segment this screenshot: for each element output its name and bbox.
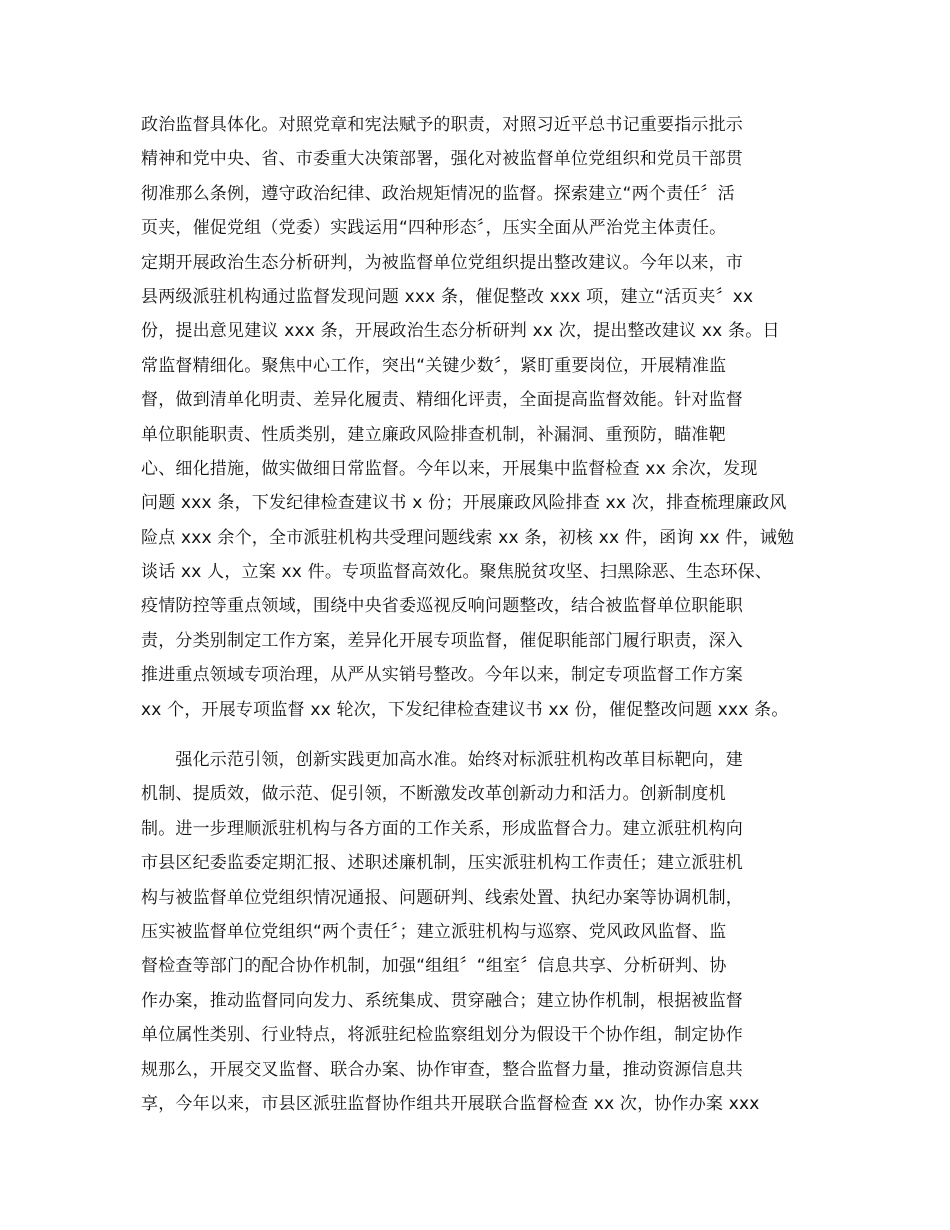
text-line: 压实被监督单位党组织“两个责任〞；建立派驻机构与巡察、党风政风监督、监 [141,921,727,942]
text-line: 单位属性类别、行业特点，将派驻纪检监察组划分为假设干个协作组，制定协作 [141,1025,743,1046]
text-line: 谈话 xx 人，立案 xx 件。专项监督高效化。聚焦脱贫攻坚、扫黑除恶、生态环保、 [141,562,773,583]
text-line: 机制、提质效，做示范、促引领，不断激发改革创新动力和活力。创新制度机 [141,784,726,805]
text-line: 定期开展政治生态分析研判，为被监督单位党组织提出整改建议。今年以来，市 [141,252,743,273]
text-line: 督检查等部门的配合协作机制，加强“组组〞“组室〞信息共享、分析研判、协 [141,956,727,977]
text-line: 县两级派驻机构通过监督发现问题 xxx 条，催促整改 xxx 项，建立“活页夹〞xx [141,286,754,307]
text-line: 份，提出意见建议 xxx 条，开展政治生态分析研判 xx 次，提出整改建议 xx 条。日 [141,321,780,342]
text-line: 单位职能职责、性质类别，建立廉政风险排查机制，补漏洞、重预防，瞄准靶 [141,424,726,445]
text-line: 疫情防控等重点领域，围绕中央省委巡视反响问题整改，结合被监督单位职能职 [141,596,743,617]
text-line: 责，分类别制定工作方案，差异化开展专项监督，催促职能部门履行职责，深入 [141,630,743,651]
paragraph-2 [141,743,801,1121]
text-line: 精神和党中央、省、市委重大决策部署，强化对被监督单位党组织和党员干部贯 [141,149,743,170]
text-line: 页夹，催促党组（党委）实践运用“四种形态〞，压实全面从严治党主体责任。 [141,218,727,239]
text-line: 彻准那么条例，遵守政治纪律、政治规矩情况的监督。探索建立“两个责任〞活 [141,183,735,204]
text-line: 作办案，推动监督同向发力、系统集成、贯穿融合；建立协作机制，根据被监督 [141,990,743,1011]
text-line: 险点 xxx 余个，全市派驻机构共受理问题线索 xx 条，初核 xx 件，函询 xx 件，诫勉 [141,527,795,548]
text-line: 构与被监督单位党组织情况通报、问题研判、线索处置、执纪办案等协调机制， [141,887,743,908]
text-line: 强化示范引领，创新实践更加高水准。始终对标派驻机构改革目标靶向，建 [141,750,743,770]
text-line: 督，做到清单化明责、差异化履责、精细化评责，全面提高监督效能。针对监督 [141,390,743,411]
text-line: 市县区纪委监委定期汇报、述职述廉机制，压实派驻机构工作责任；建立派驻机 [141,853,743,874]
text-line: 政治监督具体化。对照党章和宪法赋予的职责，对照习近平总书记重要指示批示 [141,115,743,135]
text-line: 制。进一步理顺派驻机构与各方面的工作关系，形成监督合力。建立派驻机构向 [141,818,743,839]
text-line: 心、细化措施，做实做细日常监督。今年以来，开展集中监督检查 xx 余次，发现 [141,458,758,479]
text-line: 享，今年以来，市县区派驻监督协作组共开展联合监督检查 xx 次，协作办案 xxx [141,1093,760,1114]
paragraph-1 [141,108,801,727]
text-line: 问题 xxx 条，下发纪律检查建议书 x 份；开展廉政风险排查 xx 次，排查梳理廉政风 [141,493,787,514]
text-line: 规那么，开展交叉监督、联合办案、协作审查，整合监督力量，推动资源信息共 [141,1059,743,1080]
text-line: 推进重点领域专项治理，从严从实销号整改。今年以来，制定专项监督工作方案 [141,665,743,686]
text-line: xx 个，开展专项监督 xx 轮次，下发纪律检查建议书 xx 份，催促整改问题 xxx 条。 [141,699,789,720]
text-line: 常监督精细化。聚焦中心工作，突出“关键少数〞，紧盯重要岗位，开展精准监 [141,355,727,376]
